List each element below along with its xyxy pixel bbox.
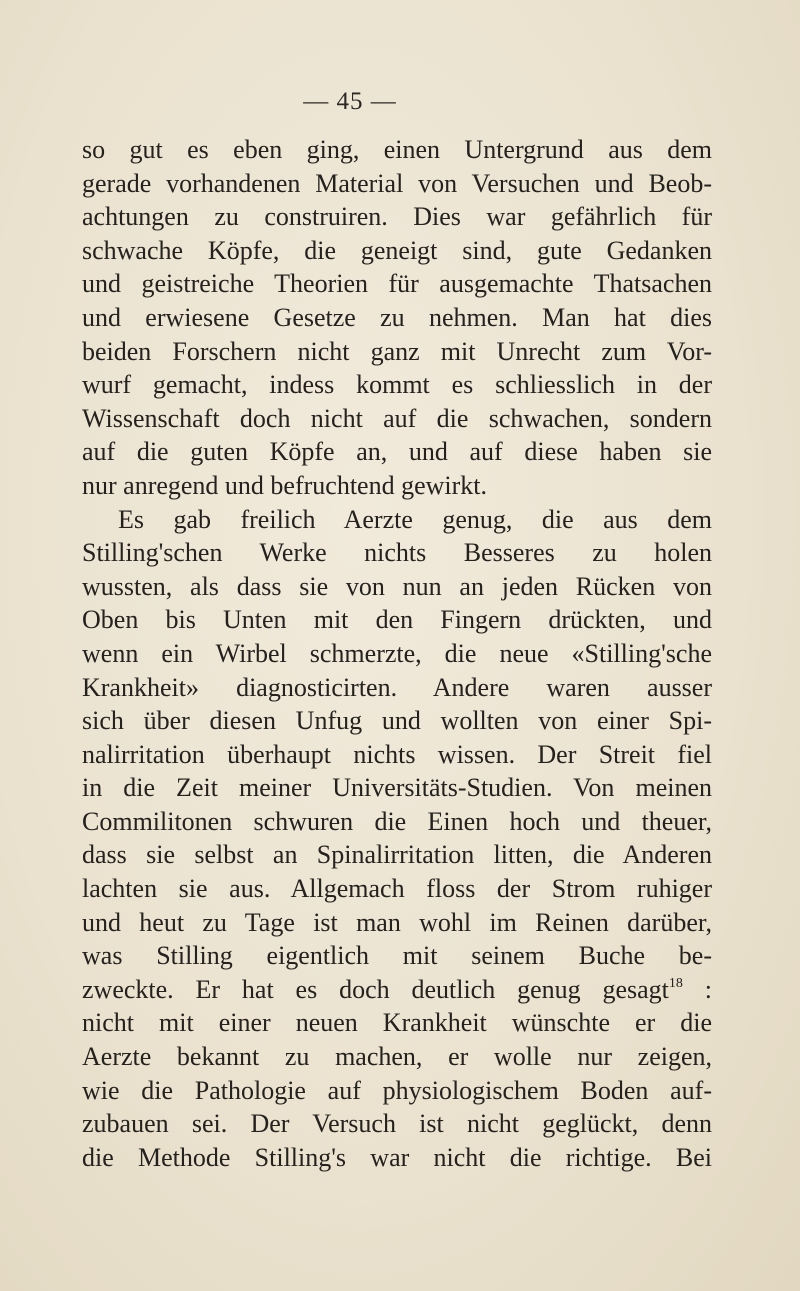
text-line: sich über diesen Unfug und wollten von einer Spi-: [82, 706, 712, 736]
text-line: schwache Köpfe, die geneigt sind, gute Gedanken: [82, 235, 712, 265]
text-line: und heut zu Tage ist man wohl im Reinen darüber,: [82, 907, 712, 937]
text-line: lachten sie aus. Allgemach floss der Strom ruhiger: [82, 874, 712, 904]
text-line: so gut es eben ging, einen Untergrund aus dem: [82, 135, 712, 164]
text-line: Stilling'schen Werke nichts Besseres zu holen: [82, 538, 712, 568]
text-line: dass sie selbst an Spinalirritation litten, die Anderen: [82, 840, 712, 870]
text-line: wie die Pathologie auf physiologischem Boden auf-: [82, 1075, 712, 1105]
line-text-after: :: [682, 974, 712, 1004]
text-line: auf die guten Köpfe an, und auf diese haben sie: [82, 437, 712, 467]
text-line: Aerzte bekannt zu machen, er wolle nur zeigen,: [82, 1042, 712, 1072]
text-line: in die Zeit meiner Universitäts-Studien. Von meinen: [82, 773, 712, 803]
text-line: und erwiesene Gesetze zu nehmen. Man hat dies: [82, 302, 712, 332]
text-line: Commilitonen schwuren die Einen hoch und theuer,: [82, 806, 712, 836]
text-line: achtungen zu construiren. Dies war gefährlich für: [82, 202, 712, 232]
body-text: [82, 133, 712, 1174]
paragraph-end-line: nur anregend und befruchtend gewirkt.: [82, 470, 488, 500]
text-line: wussten, als dass sie von nun an jeden Rücken von: [82, 571, 712, 601]
text-line: Oben bis Unten mit den Fingern drückten, und: [82, 605, 712, 635]
text-line: nicht mit einer neuen Krankheit wünschte er die: [82, 1008, 712, 1038]
paragraph-start-line: Es gab freilich Aerzte genug, die aus dem: [118, 504, 712, 534]
text-line: Krankheit» diagnosticirten. Andere waren ausser: [82, 672, 712, 702]
text-line: was Stilling eigentlich mit seinem Buche be-: [82, 941, 712, 971]
text-line: Wissenschaft doch nicht auf die schwachen, sondern: [82, 403, 712, 433]
text-line: zubauen sei. Der Versuch ist nicht geglückt, denn: [82, 1109, 712, 1139]
text-line: gerade vorhandenen Material von Versuchen und Beob-: [82, 168, 712, 198]
text-line: nalirritation überhaupt nichts wissen. Der Streit fiel: [82, 739, 712, 769]
text-line: beiden Forschern nicht ganz mit Unrecht zum Vor-: [82, 336, 712, 366]
page-number: — 45 —: [303, 88, 397, 115]
text-line: und geistreiche Theorien für ausgemachte Thatsachen: [82, 269, 712, 299]
text-line: wenn ein Wirbel schmerzte, die neue «Stilling'sche: [82, 638, 712, 668]
text-line: die Methode Stilling's war nicht die richtige. Bei: [82, 1142, 712, 1172]
line-text: zweckte. Er hat es doch deutlich genug gesagt: [82, 974, 669, 1004]
text-line-with-footnote: [82, 973, 712, 1007]
footnote-marker[interactable]: 18: [668, 975, 683, 991]
text-line: wurf gemacht, indess kommt es schliesslich in der: [82, 370, 712, 400]
